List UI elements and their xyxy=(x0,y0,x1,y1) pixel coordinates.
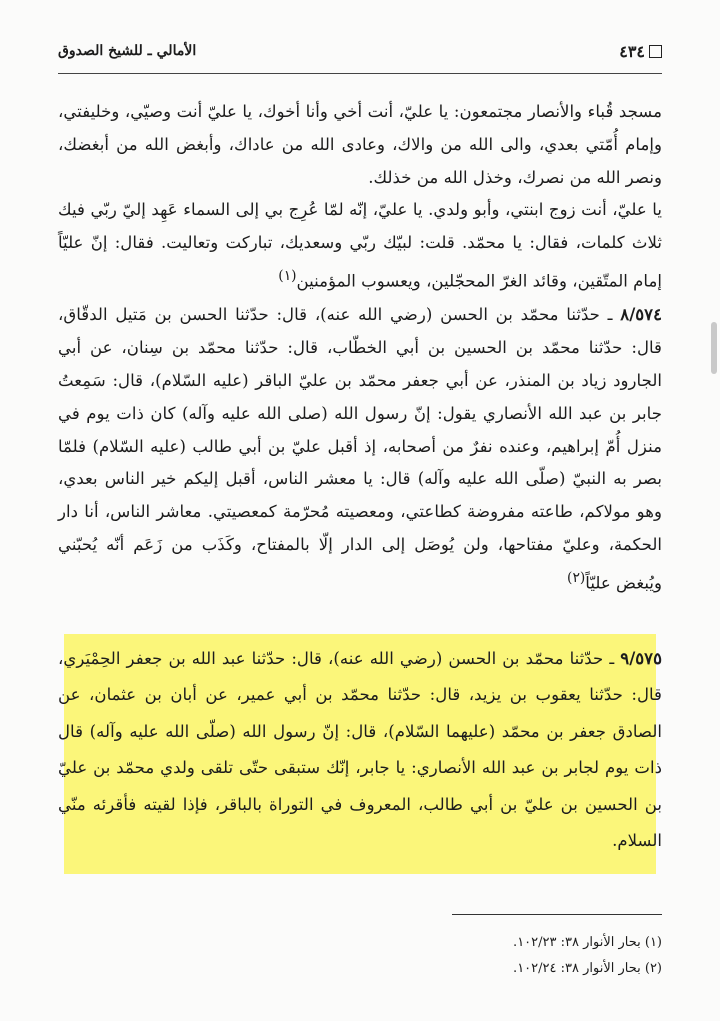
hadith-text: ـ حدّثنا محمّد بن الحسن (رضي الله عنه)، قال: حدّثنا الحسن بن مَتيل الدقّاق، قال: حدّثنا محمّد بن الحسين بن أبي الخطّاب، قال: حدّثنا محمّد بن سِنان، عن أبي الجارود زياد بن المنذر، عن أبي جعفر محمّد بن عليّ الباقر (عليه السّلام)، قال: سَمِعتُ جابر بن عبد الله الأنصاري يقول: إنّ رسول الله (صلى الله عليه وآله) كان ذات يوم في منزل أُمّ إبراهيم، وعنده نفرٌ من أصحابه، إذ أقبل عليّ بن أبي طالب (عليه السّلام) فلمّا بصر به النبيّ (صلّى الله عليه وآله) قال: يا معشر الناس، أقبل إليكم خير الناس بعدي، وهو مولاكم، طاعته مفروضة كطاعتي، ومعصيته مُحرّمة كمعصيتي. معاشر الناس، أنا دار الحكمة، وعليّ مفتاحها، ولن يُوصَل إلى الدار إلّا بالمفتاح، وكَذَب من زَعَم أنّه يُحبّني ويُبغض عليّاً xyxy=(58,305,662,593)
main-text xyxy=(58,96,662,600)
page-number xyxy=(619,42,662,61)
paragraph xyxy=(58,194,662,298)
hadith-575 xyxy=(58,640,662,859)
footnote-ref: (١) xyxy=(278,267,297,284)
page-header xyxy=(58,40,662,74)
header-divider xyxy=(58,73,662,74)
scrollbar-thumb[interactable] xyxy=(711,322,717,374)
paragraph-text: مسجد قُباء والأنصار مجتمعون: يا عليّ، أنت أخي وأنا أخوك، يا عليّ أنت وصيّي، وخليفتي، وإمام أُمّتي بعدي، والى الله من والاك، وعادى الله من عاداك، وأبغض الله من أبغضك، ونصر الله من نصرك، وخذل الله من خذلك. xyxy=(58,102,662,187)
footnote-1: (١) بحار الأنوار ٣٨: ١٠٢/٢٣. xyxy=(513,935,662,950)
hadith-number: ٨/٥٧٤ xyxy=(620,304,662,325)
hadith-574 xyxy=(58,298,662,600)
page-number-text: ٤٣٤ xyxy=(619,42,645,61)
book-title: الأمالي ـ للشيخ الصدوق xyxy=(58,43,197,59)
square-icon xyxy=(649,45,662,58)
paragraph-text: يا عليّ، أنت زوج ابنتي، وأبو ولدي. يا عليّ، إنّه لمّا عُرِج بي إلى السماء عَهِد إليّ ربّي فيك ثلاث كلمات، فقال: يا محمّد. قلت: لبيّك ربّي وسعديك، تباركت وتعاليت. فقال: إنّ عليّاً إمام المتّقين، وقائد الغرّ المحجّلين، ويعسوب المؤمنين xyxy=(58,200,662,291)
footnote-2: (٢) بحار الأنوار ٣٨: ١٠٢/٢٤. xyxy=(513,961,662,976)
hadith-text: ـ حدّثنا محمّد بن الحسن (رضي الله عنه)، قال: حدّثنا عبد الله بن جعفر الحِمْيَري، قال: حدّثنا يعقوب بن يزيد، قال: حدّثنا محمّد بن أبي عمير، عن أبان بن عثمان، عن الصادق جعفر بن محمّد (عليهما السّلام)، قال: إنّ رسول الله (صلّى الله عليه وآله) قال ذات يوم لجابر بن عبد الله الأنصاري: يا جابر، إنّك ستبقى حتّى تلقى ولدي محمّد بن عليّ بن الحسين بن عليّ بن أبي طالب، المعروف في التوراة بالباقر، فإذا لقيته فأقرئه منّي السلام. xyxy=(58,649,662,851)
paragraph xyxy=(58,96,662,194)
footnote-divider xyxy=(452,914,662,915)
footnote-ref: (٢) xyxy=(567,569,586,586)
footnotes xyxy=(242,930,662,982)
hadith-number: ٩/٥٧٥ xyxy=(620,648,662,668)
highlighted-hadith xyxy=(58,640,662,859)
